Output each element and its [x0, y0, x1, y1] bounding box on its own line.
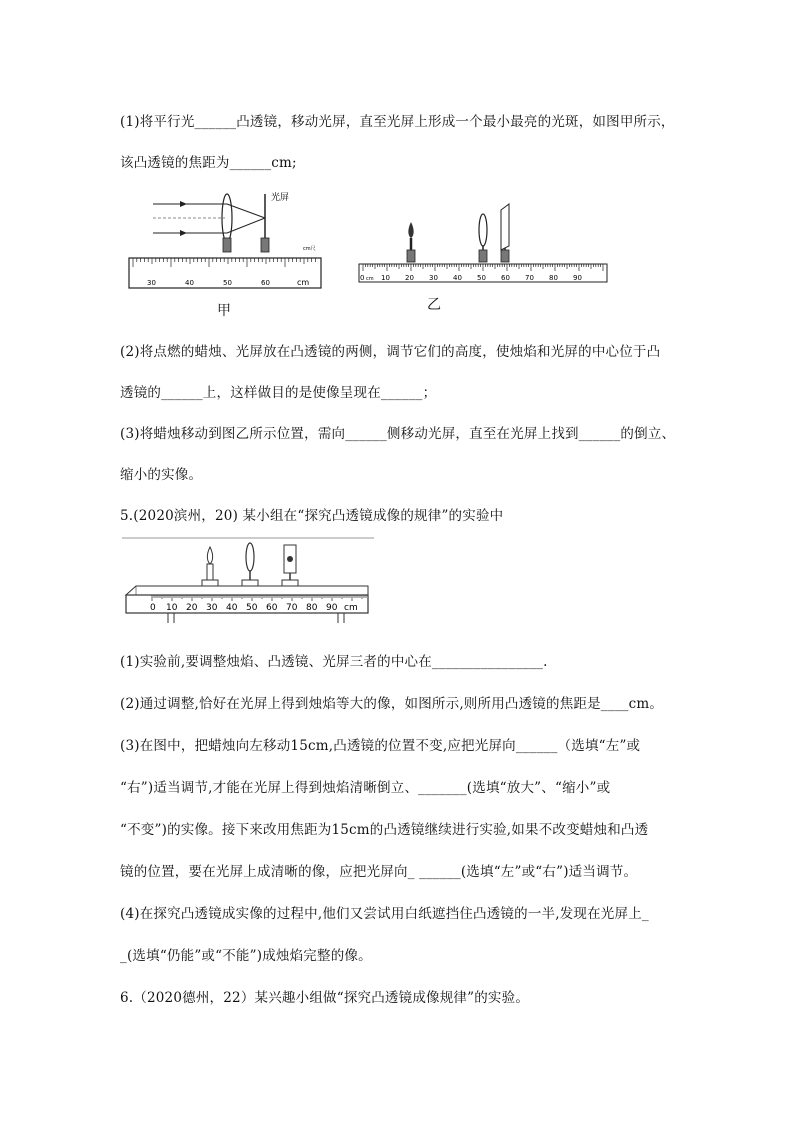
q5-tick-40: 40: [226, 603, 238, 613]
yi-tick-0: 0: [360, 274, 365, 282]
q4-part1-line1: (1)将平行光______凸透镜，移动光屏，直至光屏上形成一个最小最亮的光斑，如图甲所示，: [120, 114, 675, 130]
q5-line4: “右”)适当调节,才能在光屏上得到烛焰清晰倒立、_______(选填“放大”、“缩小”或: [120, 780, 611, 796]
q5-tick-30: 30: [206, 603, 218, 613]
q4-part3-line1: (3)将蜡烛移动到图乙所示位置，需向______侧移动光屏，直至在光屏上找到______的倒立、: [120, 426, 676, 442]
yi-tick-30: 30: [429, 274, 438, 282]
q5-line5: “不变”)的实像。接下来改用焦距为15cm的凸透镜继续进行实验,如果不改变蜡烛和凸透: [120, 822, 649, 838]
q5-tick-90: 90: [326, 603, 338, 613]
jia-tick-cm: cm: [297, 278, 310, 287]
yi-tick-70: 70: [525, 274, 534, 282]
screen-label: 光屏: [271, 193, 290, 203]
figure-yi: [355, 200, 611, 313]
q4-part2-line2: 透镜的______上，这样做目的是使像呈现在______；: [120, 385, 437, 401]
q5-line1: (1)实验前,要调整烛焰、凸透镜、光屏三者的中心在________________.: [120, 654, 548, 670]
ruler-corner-text: cm尺: [303, 246, 316, 252]
yi-tick-60: 60: [501, 274, 510, 282]
yi-tick-90: 90: [573, 274, 582, 282]
q6-title: 6.（2020德州，22）某兴趣小组做“探究凸透镜成像规律”的实验。: [120, 990, 530, 1006]
jia-tick-60: 60: [261, 279, 270, 287]
q5-tick-80: 80: [306, 603, 318, 613]
jia-tick-40: 40: [185, 279, 194, 287]
q5-tick-70: 70: [286, 603, 298, 613]
q5-line7: (4)在探究凸透镜成实像的过程中,他们又尝试用白纸遮挡住凸透镜的一半,发现在光屏上_: [120, 906, 649, 922]
jia-tick-50: 50: [223, 279, 232, 287]
q5-tick-20: 20: [186, 603, 198, 613]
q5-line2: (2)通过调整,恰好在光屏上得到烛焰等大的像，如图所示,则所用凸透镜的焦距是____cm。: [120, 696, 664, 712]
q5-line8: _(选填“仍能”或“不能”)成烛焰完整的像。: [120, 948, 372, 964]
figure-yi-label: 乙: [427, 297, 441, 313]
q5-tick-cm: cm: [344, 603, 358, 613]
yi-tick-80: 80: [549, 274, 558, 282]
yi-tick-20: 20: [405, 274, 414, 282]
q4-part1-line2: 该凸透镜的焦距为______cm;: [120, 155, 297, 171]
yi-tick-10: 10: [381, 274, 390, 282]
figure-jia-label: 甲: [217, 303, 231, 319]
q4-part2-line1: (2)将点燃的蜡烛、光屏放在凸透镜的两侧，调节它们的高度，使烛焰和光屏的中心位于凸: [120, 344, 661, 360]
yi-tick-cm: cm: [366, 276, 374, 282]
figure-q5: [122, 537, 374, 629]
q5-tick-10: 10: [166, 603, 178, 613]
q5-tick-60: 60: [266, 603, 278, 613]
q5-title: 5.(2020滨州，20) 某小组在“探究凸透镜成像的规律”的实验中: [120, 508, 504, 524]
q5-line3: (3)在图中，把蜡烛向左移动15cm,凸透镜的位置不变,应把光屏向______（选填“左”或: [120, 738, 641, 754]
q5-tick-50: 50: [246, 603, 258, 613]
q4-part3-line2: 缩小的实像。: [120, 467, 203, 483]
q5-tick-0: 0: [150, 603, 156, 613]
figure-jia: [125, 186, 325, 319]
yi-tick-50: 50: [477, 274, 486, 282]
q5-line6: 镜的位置，要在光屏上成清晰的像，应把光屏向_ ______(选填“左”或“右”)适当调节。: [120, 864, 638, 880]
yi-tick-40: 40: [453, 274, 462, 282]
jia-tick-30: 30: [147, 279, 156, 287]
